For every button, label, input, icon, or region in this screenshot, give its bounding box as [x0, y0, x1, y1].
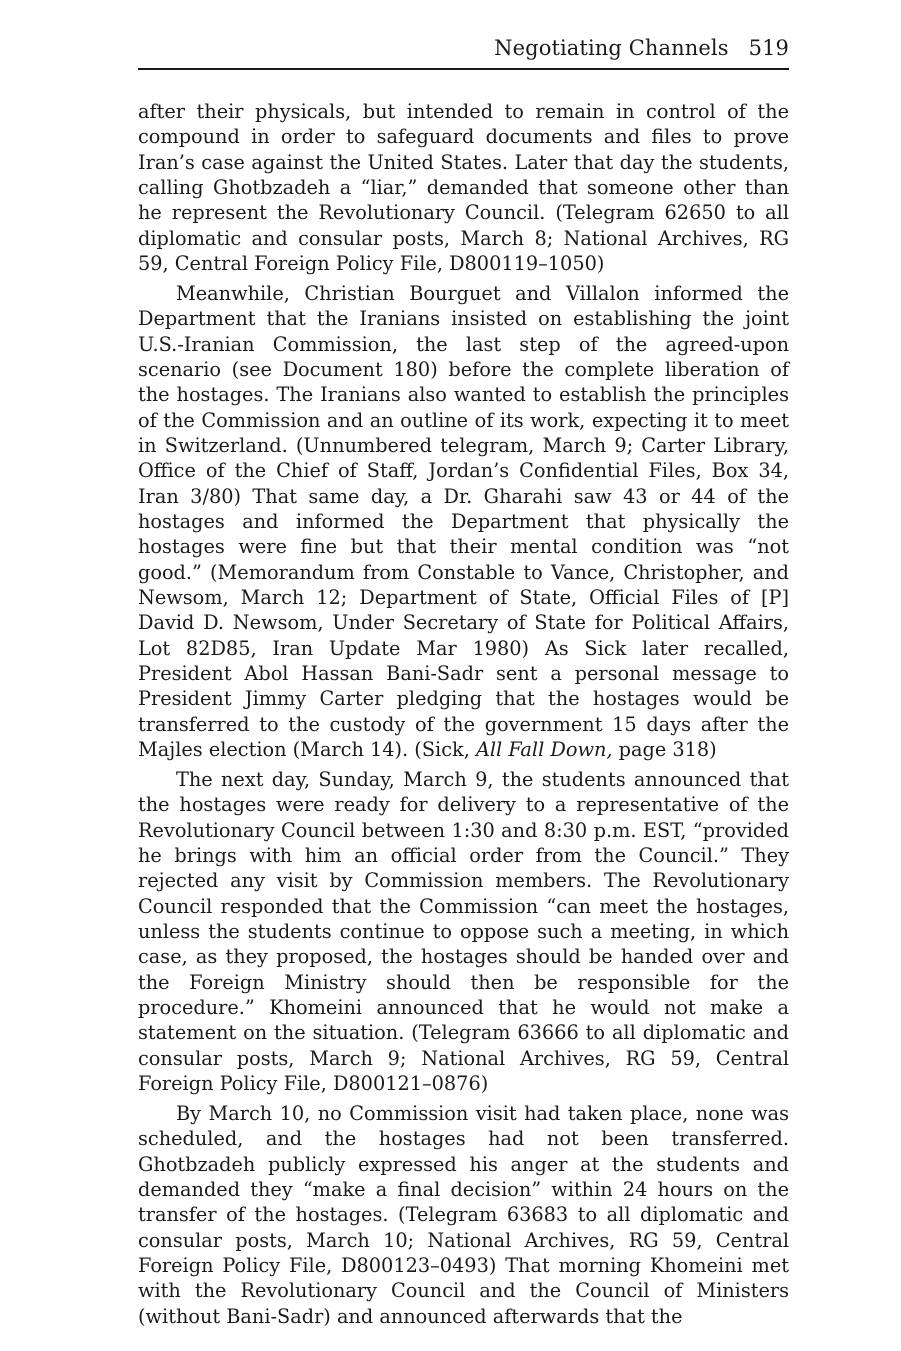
paragraph-2	[138, 281, 789, 763]
paragraph-3-text: The next day, Sunday, March 9, the students announced that the hostages were ready for delivery to a representative of the Revolutionary Council between 1:30 and 8:30 p.m. EST, “provided he brings with him an official order from the Council.” They rejected any visit by Commission members. The Revolutionary Council responded that the Commission “can meet the hostages, unless the students continue to oppose such a meeting, in which case, as they proposed, the hostages should be handed over and the Foreign Ministry should then be responsible for the procedure.” Khomeini announced that he would not make a statement on the situation. (Telegram 63666 to all diplomatic and consular posts, March 9; National Archives, RG 59, Central Foreign Policy File, D800121–0876)	[138, 767, 789, 1096]
paragraph-1	[138, 99, 789, 276]
book-title: All Fall Down,	[475, 738, 613, 762]
running-head	[138, 36, 789, 66]
header-rule	[138, 68, 789, 70]
page-number: 519	[748, 36, 789, 60]
body-text	[138, 99, 789, 1334]
paragraph-1-text: after their physicals, but intended to remain in control of the compound in order to safeguard documents and files to prove Iran’s case against the United States. Later that day the students, calling Ghotbzadeh a “liar,” demanded that someone other than he represent the Revolutionary Council. (Telegram 62650 to all diplomatic and consular posts, March 8; National Archives, RG 59, Central Foreign Policy File, D800119–1050)	[138, 100, 789, 276]
paragraph-3	[138, 767, 789, 1096]
paragraph-4	[138, 1101, 789, 1329]
section-title: Negotiating Channels	[494, 36, 729, 60]
paragraph-2-text: Meanwhile, Christian Bourguet and Villalon informed the Department that the Iranians insisted on establishing the joint U.S.-Iranian Commission, the last step of the agreed-upon scenario (see Document 180) before the complete liberation of the hostages. The Iranians also wanted to establish the principles of the Commission and an outline of its work, expecting it to meet in Switzerland. (Unnumbered telegram, March 9; Carter Library, Office of the Chief of Staff, Jordan’s Confidential Files, Box 34, Iran 3/80) That same day, a Dr. Gharahi saw 43 or 44 of the hostages and informed the Department that physically the hostages were fine but that their mental condition was “not good.” (Memorandum from Constable to Vance, Christopher, and Newsom, March 12; Department of State, Official Files of [P] David D. Newsom, Under Secretary of State for Political Affairs, Lot 82D85, Iran Update Mar 1980) As Sick later recalled, President Abol Hassan Bani-Sadr sent a personal message to President Jimmy Carter pledging that the hostages would be transferred to the custody of the government 15 days after the Majles election (March 14). (Sick,	[138, 281, 789, 762]
paragraph-2-citation-end: page 318)	[618, 738, 717, 762]
paragraph-4-text: By March 10, no Commission visit had taken place, none was scheduled, and the hostages had not been transferred. Ghotbzadeh publicly expressed his anger at the students and demanded they “make a final decision” within 24 hours on the transfer of the hostages. (Telegram 63683 to all diplomatic and consular posts, March 10; National Archives, RG 59, Central Foreign Policy File, D800123–0493) That morning Khomeini met with the Revolutionary Council and the Council of Ministers (without Bani-Sadr) and announced afterwards that the	[138, 1101, 789, 1328]
